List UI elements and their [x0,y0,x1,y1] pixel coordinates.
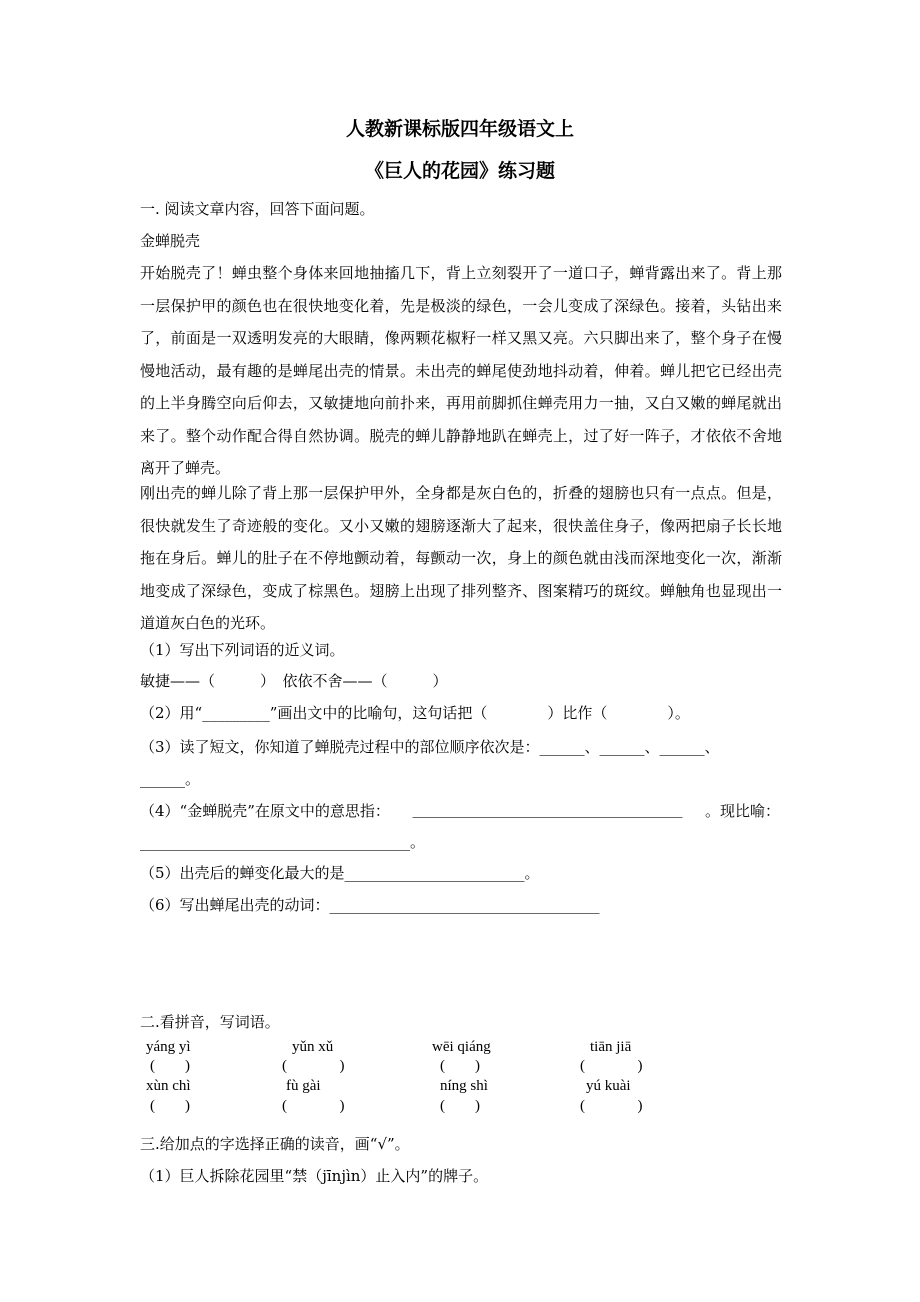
answer-box-2[interactable]: ( ) [282,1058,345,1074]
question-4-line2: ____________________________________。 [140,833,426,851]
pinyin-1: yáng yì [146,1039,191,1055]
article-paragraph-1: 开始脱壳了！蝉虫整个身体来回地抽搐几下，背上立刻裂开了一道口子，蝉背露出来了。背上那一层保护甲的颜色也在很快地变化着，先是极淡的绿色，一会儿变成了深绿色。接着，头钻出来了，前面是一双透明发亮的大眼睛，像两颗花椒籽一样又黑又亮。六只脚出来了，整个身子在慢慢地活动，最有趣的是蝉尾出壳的情景。未出壳的蝉尾使劲地抖动着，伸着。蝉儿把它已经出壳的上半身腾空向后仰去，又敏捷地向前扑来，再用前脚抓住蝉壳用力一抽，又白又嫩的蝉尾就出来了。整个动作配合得自然协调。脱壳的蝉儿静静地趴在蝉壳上，过了好一阵子，才依依不舍地离开了蝉壳。 [140,264,782,477]
document-subtitle: 《巨人的花园》练习题 [364,160,555,182]
pinyin-3: wēi qiáng [432,1039,491,1055]
question-1-items: 敏捷——（ ） 依依不舍——（ ） [140,672,448,690]
pinyin-4: tiān jiā [590,1039,632,1055]
question-4-line1 [140,800,780,821]
pinyin-7: níng shì [440,1078,488,1094]
question-5: （5）出壳后的蝉变化最大的是________________________。 [140,864,540,882]
question-4-blank: ____________________________________ [412,800,683,818]
pinyin-8: yú kuài [586,1078,631,1094]
answer-box-4[interactable]: ( ) [580,1058,643,1074]
question-1: （1）写出下列词语的近义词。 [140,641,345,659]
section1-heading: 一. 阅读文章内容，回答下面问题。 [140,200,375,218]
question-4-metaphor-prompt: 。现比喻： [704,802,780,820]
article-title: 金蝉脱壳 [140,232,201,250]
question-6: （6）写出蝉尾出壳的动词：____________________________________ [140,896,600,914]
section3-question-1: （1）巨人拆除花园里“禁（jīnjìn）止入内”的牌子。 [140,1167,489,1185]
answer-box-7[interactable]: ( ) [440,1098,480,1114]
answer-box-5[interactable]: ( ) [150,1098,190,1114]
question-2: （2）用“_________”画出文中的比喻句，这句话把（ ）比作（ ）。 [140,704,690,722]
answer-box-1[interactable]: ( ) [150,1058,190,1074]
article-paragraph-2: 刚出壳的蝉儿除了背上那一层保护甲外，全身都是灰白色的，折叠的翅膀也只有一点点。但是，很快就发生了奇迹般的变化。又小又嫩的翅膀逐渐大了起来，很快盖住身子，像两把扇子长长地拖在身后。蝉儿的肚子在不停地颤动着，每颤动一次，身上的颜色就由浅而深地变化一次，渐渐地变成了深绿色，变成了棕黑色。翅膀上出现了排列整齐、图案精巧的斑纹。蝉触角也显现出一道道灰白色的光环。 [140,484,782,632]
section2-heading: 二.看拼音，写词语。 [140,1013,280,1031]
pinyin-5: xùn chì [146,1078,191,1094]
document-title: 人教新课标版四年级语文上 [345,118,574,140]
pinyin-6: fù gài [286,1078,321,1094]
answer-box-8[interactable]: ( ) [580,1098,643,1114]
question-3-line2: ______。 [140,770,201,788]
answer-box-6[interactable]: ( ) [282,1098,345,1114]
section3-heading: 三.给加点的字选择正确的读音，画“√”。 [140,1135,410,1153]
question-4-prompt: （4）“金蝉脱壳”在原文中的意思指： [140,802,390,820]
pinyin-2: yǔn xǔ [292,1039,334,1055]
answer-box-3[interactable]: ( ) [440,1058,480,1074]
question-3-line1: （3）读了短文，你知道了蝉脱壳过程中的部位顺序依次是：______、______、______、 [140,738,720,756]
